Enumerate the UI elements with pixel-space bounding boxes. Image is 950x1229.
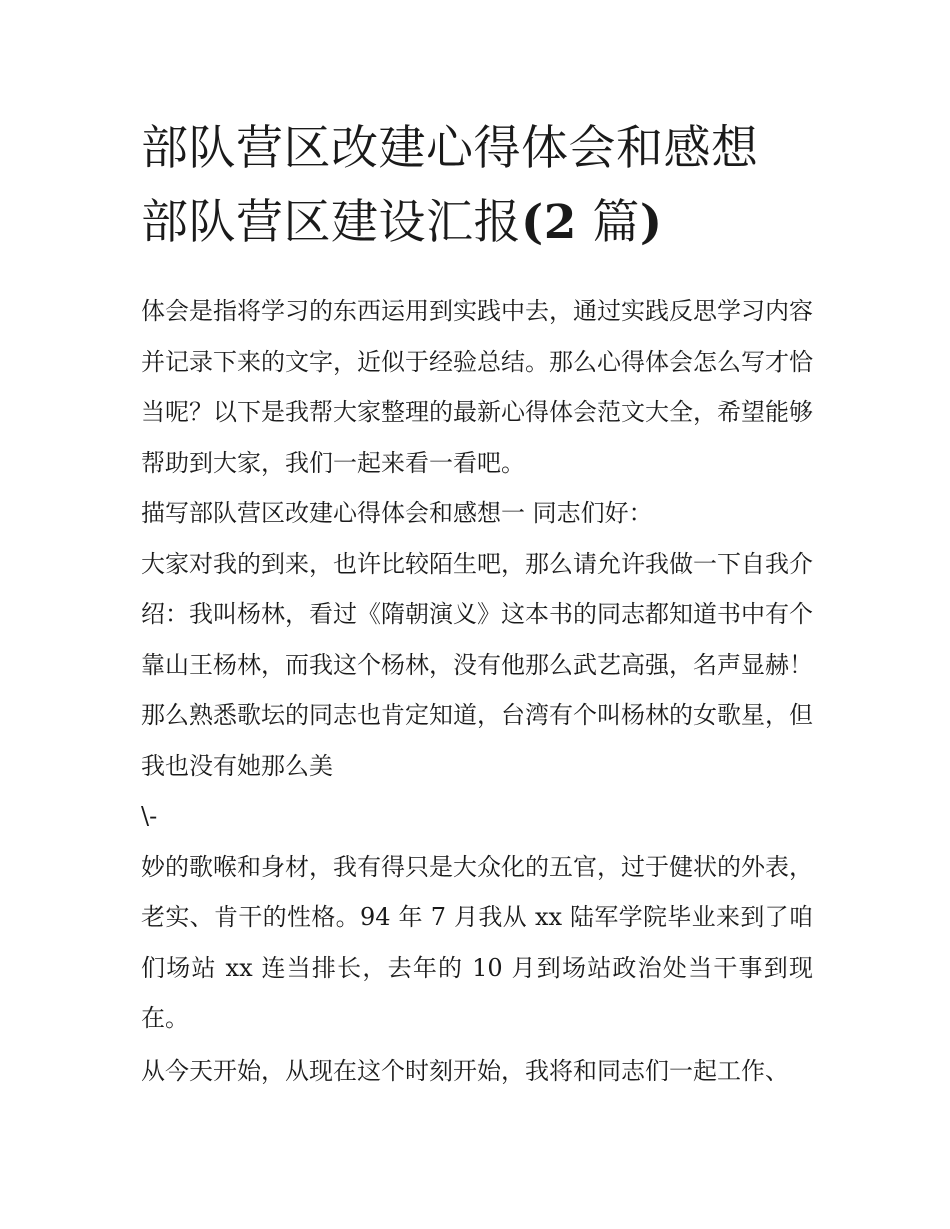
paragraph-section-heading: 描写部队营区改建心得体会和感想一 同志们好： <box>141 499 653 527</box>
paragraph-closing: 从今天开始，从现在这个时刻开始，我将和同志们一起工作、 <box>141 1056 789 1085</box>
document-title <box>141 112 813 260</box>
paragraph-intro: 体会是指将学习的东西运用到实践中去，通过实践反思学习内容并记录下来的文字，近似于经验总结。那么心得体会怎么写才恰当呢？以下是我帮大家整理的最新心得体会范文大全，希望能够帮助到大家，我们一起来看一看吧。 <box>141 297 813 477</box>
title-count-open: (2 <box>521 195 577 250</box>
title-count-close: ) <box>639 195 663 250</box>
title-count-unit: 篇 <box>576 195 640 250</box>
paragraph-background: 妙的歌喉和身材，我有得只是大众化的五官，过于健状的外表，老实、肯干的性格。94 年 7 月我从 xx 陆军学院毕业来到了咱们场站 xx 连当排长，去年的 10 月到场站政治处当干事到现在。 <box>141 852 813 1032</box>
title-line-2 <box>141 186 813 260</box>
paragraph-page-break-mark: \- <box>141 802 158 830</box>
title-line-1: 部队营区改建心得体会和感想 <box>141 121 759 176</box>
paragraph-self-introduction: 大家对我的到来，也许比较陌生吧，那么请允许我做一下自我介绍：我叫杨林，看过《隋朝演义》这本书的同志都知道书中有个靠山王杨林，而我这个杨林，没有他那么武艺高强，名声显赫！那么熟悉歌坛的同志也肯定知道，台湾有个叫杨林的女歌星，但我也没有她那么美 <box>141 549 813 780</box>
title-line-2-prefix: 部队营区建设汇报 <box>141 195 521 250</box>
document-page <box>141 112 813 1096</box>
